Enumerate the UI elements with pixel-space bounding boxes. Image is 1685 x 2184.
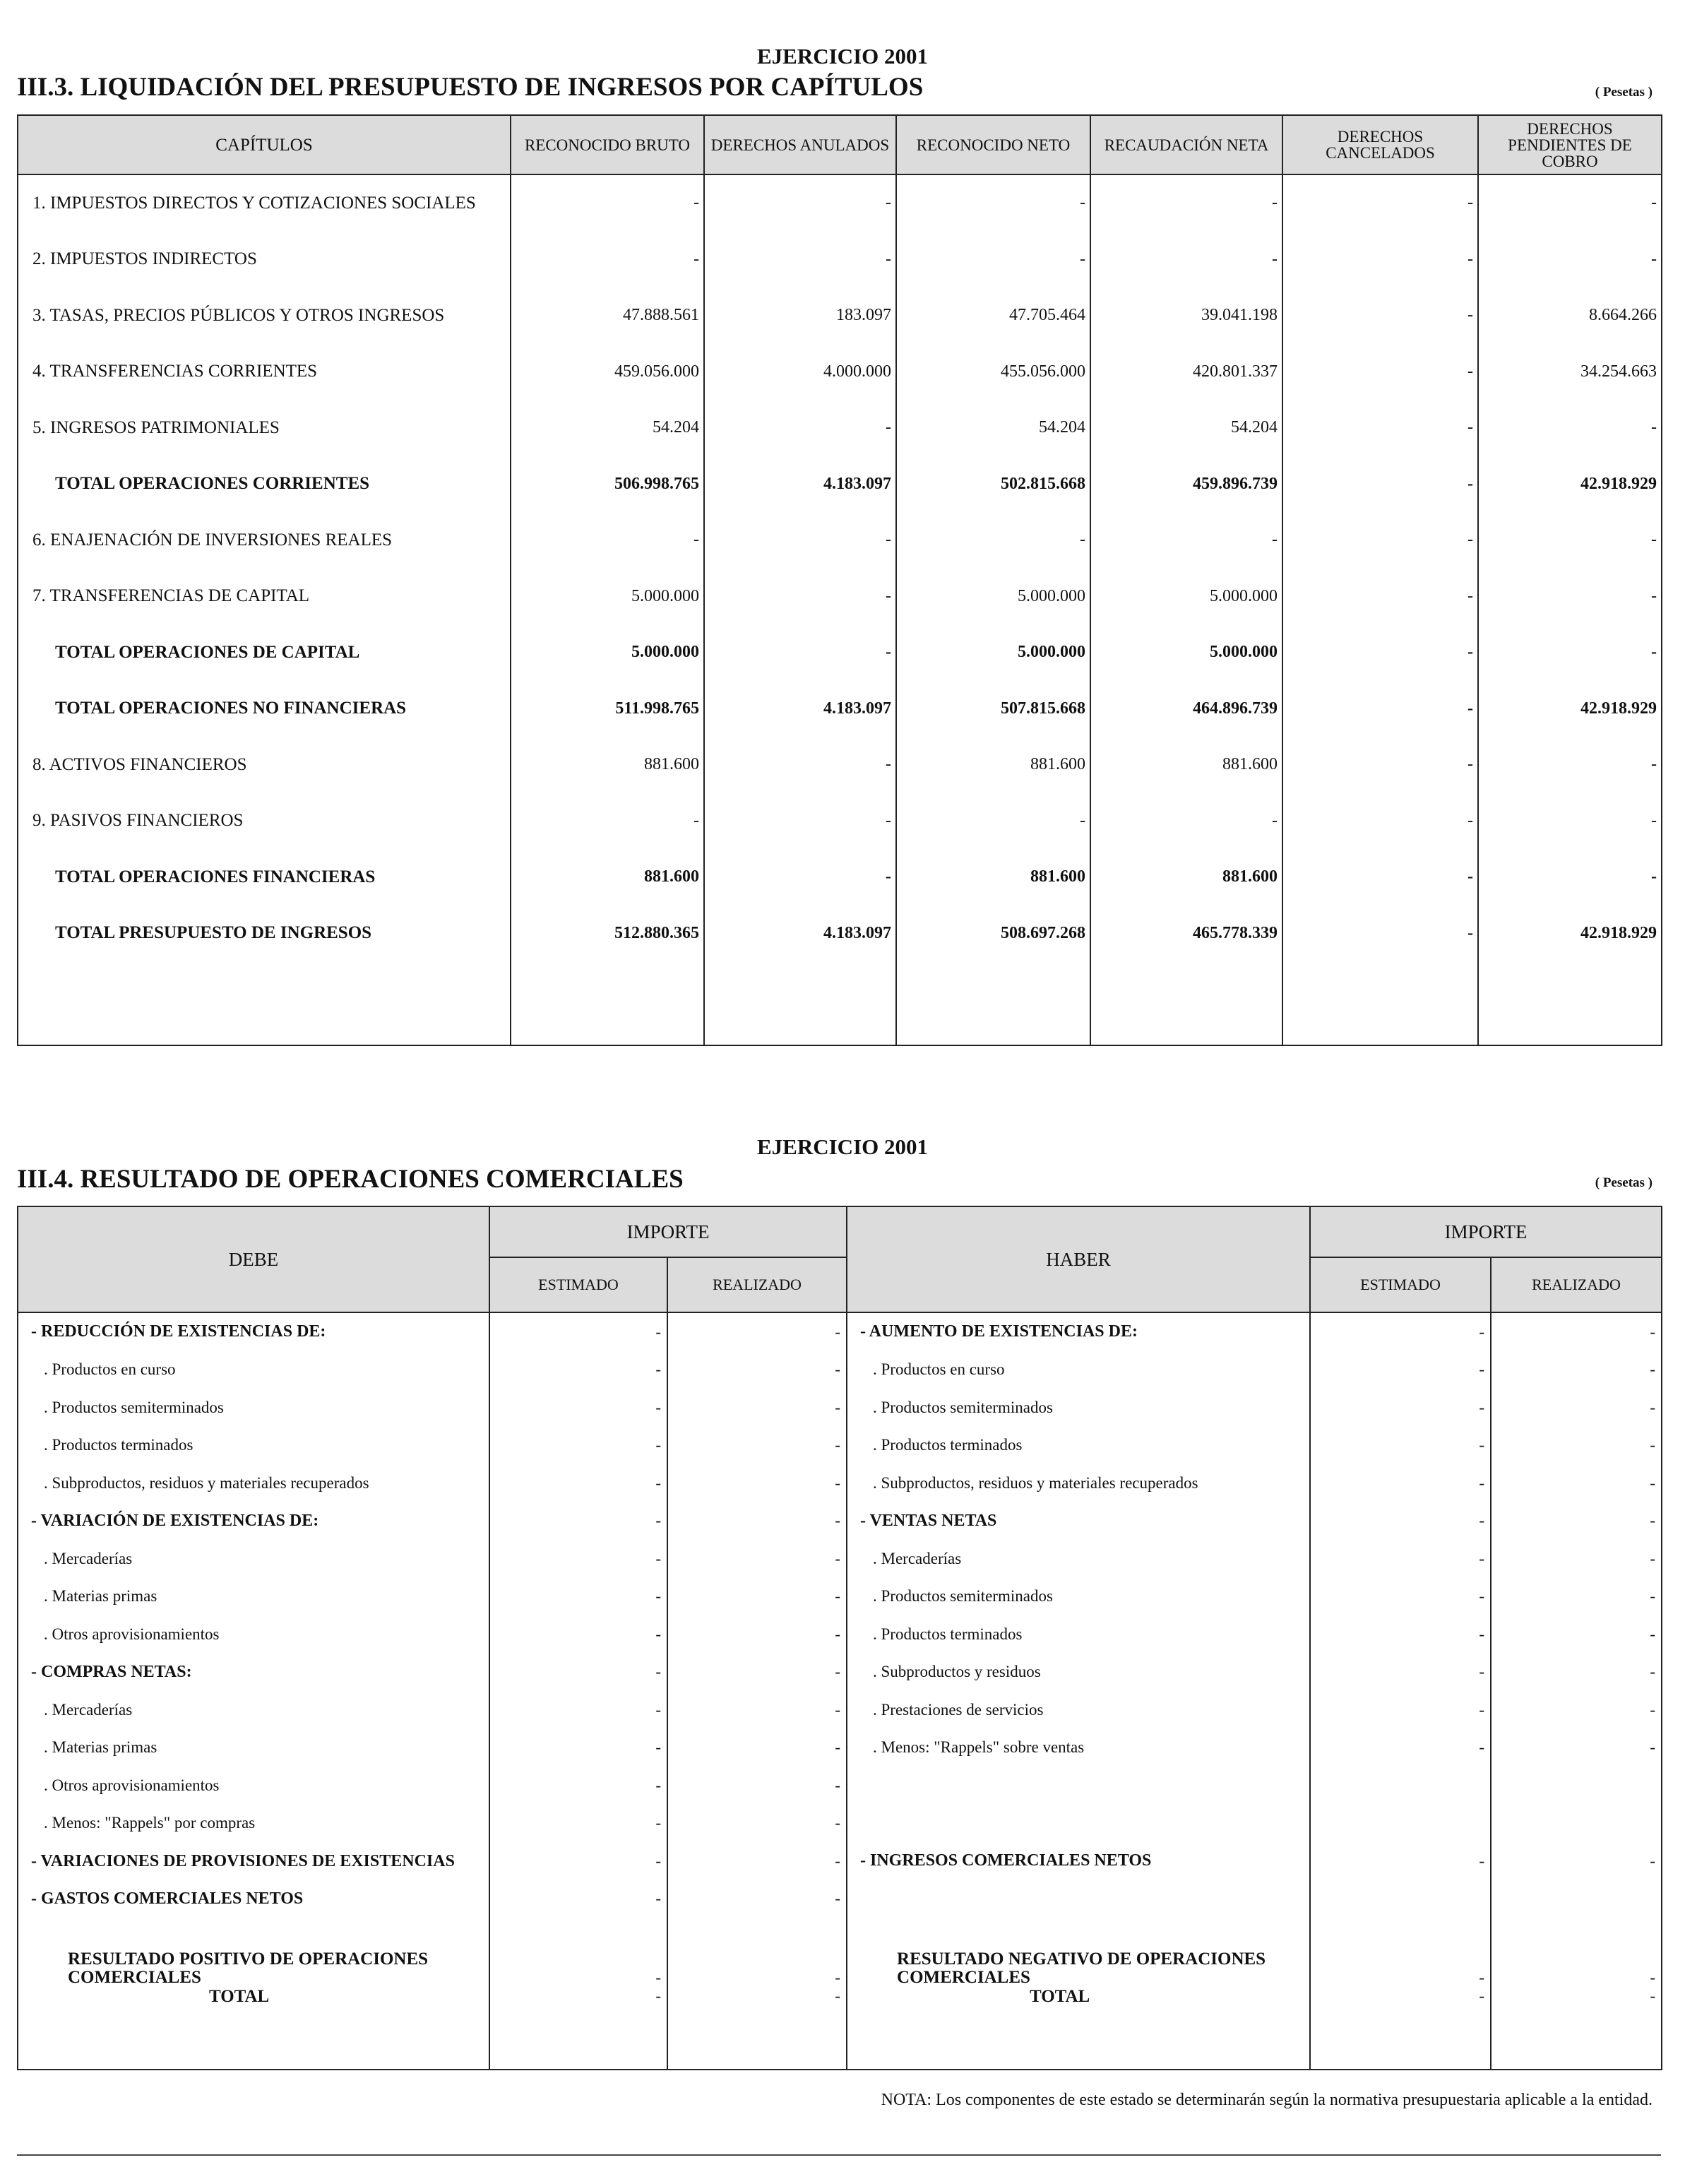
ingresos-cell: 881.600	[511, 849, 704, 906]
debe-estimado: -	[489, 1351, 667, 1389]
haber-realizado	[1491, 1767, 1662, 1805]
total-haber-realizado: -	[1491, 1987, 1662, 2025]
bottom-divider	[17, 2154, 1661, 2156]
ingresos-cell: 881.600	[1090, 849, 1282, 906]
ingresos-cell: -	[1282, 906, 1478, 962]
debe-realizado: -	[667, 1502, 847, 1541]
ingresos-cell: -	[1282, 793, 1478, 850]
haber-label: - INGRESOS COMERCIALES NETOS	[847, 1842, 1310, 1880]
ingresos-cell: 5.000.000	[896, 569, 1090, 625]
capitulo-label: 6. ENAJENACIÓN DE INVERSIONES REALES	[18, 512, 511, 569]
haber-estimado: -	[1310, 1578, 1491, 1616]
debe-estimado: -	[489, 1767, 667, 1805]
result-debe-realizado: -	[667, 1918, 847, 1987]
haber-realizado: -	[1491, 1464, 1662, 1502]
haber-estimado: -	[1310, 1615, 1491, 1654]
ingresos-cell: -	[1478, 174, 1662, 232]
ingresos-cell: 465.778.339	[1090, 906, 1282, 962]
haber-realizado: -	[1491, 1729, 1662, 1767]
ingresos-cell: 511.998.765	[511, 681, 704, 737]
debe-realizado: -	[667, 1578, 847, 1616]
section2-title: III.4. RESULTADO DE OPERACIONES COMERCIALES	[17, 1165, 684, 1194]
comercial-row	[18, 1805, 1662, 1843]
capitulo-label: 7. TRANSFERENCIAS DE CAPITAL	[18, 569, 511, 625]
haber-estimado: -	[1310, 1654, 1491, 1692]
ingresos-cell: -	[511, 174, 704, 232]
debe-label: . Subproductos, residuos y materiales recuperados	[18, 1464, 489, 1502]
total-debe-label: TOTAL	[18, 1987, 489, 2025]
ingresos-cell: 54.204	[896, 400, 1090, 456]
ingresos-cell: -	[704, 849, 896, 906]
debe-estimado: -	[489, 1540, 667, 1578]
ingresos-row	[18, 174, 1662, 232]
debe-label: . Materias primas	[18, 1729, 489, 1767]
ingresos-cell: -	[1282, 737, 1478, 793]
haber-label: . Subproductos, residuos y materiales recuperados	[847, 1464, 1310, 1502]
haber-estimado: -	[1310, 1502, 1491, 1541]
debe-estimado: -	[489, 1615, 667, 1654]
haber-estimado: -	[1310, 1351, 1491, 1389]
total-debe-realizado: -	[667, 1987, 847, 2025]
ingresos-row	[18, 793, 1662, 850]
debe-estimado: -	[489, 1805, 667, 1843]
haber-label: . Productos terminados	[847, 1427, 1310, 1465]
capitulo-label: 5. INGRESOS PATRIMONIALES	[18, 400, 511, 456]
haber-realizado: -	[1491, 1842, 1662, 1880]
debe-realizado: -	[667, 1691, 847, 1729]
ingresos-row	[18, 456, 1662, 513]
ingresos-cell: 47.888.561	[511, 287, 704, 344]
capitulo-label: 4. TRANSFERENCIAS CORRIENTES	[18, 344, 511, 400]
ingresos-cell: 42.918.929	[1478, 681, 1662, 737]
haber-label: . Menos: "Rappels" sobre ventas	[847, 1729, 1310, 1767]
debe-realizado: -	[667, 1312, 847, 1351]
debe-realizado: -	[667, 1615, 847, 1654]
capitulo-label: 1. IMPUESTOS DIRECTOS Y COTIZACIONES SOCIALES	[18, 174, 511, 232]
ingresos-cell: 881.600	[896, 849, 1090, 906]
col-header-recaudacion-neta: RECAUDACIÓN NETA	[1090, 115, 1282, 174]
debe-label: . Mercaderías	[18, 1540, 489, 1578]
ingresos-cell: 34.254.663	[1478, 344, 1662, 400]
debe-realizado: -	[667, 1464, 847, 1502]
comercial-row	[18, 1540, 1662, 1578]
ingresos-cell: 5.000.000	[511, 624, 704, 681]
haber-label: . Subproductos y residuos	[847, 1654, 1310, 1692]
debe-label: . Productos terminados	[18, 1427, 489, 1465]
ingresos-cell: -	[1090, 512, 1282, 569]
ingresos-cell: 508.697.268	[896, 906, 1090, 962]
col-header-haber: HABER	[847, 1206, 1310, 1312]
col-header-realizado-haber: REALIZADO	[1491, 1257, 1662, 1312]
haber-realizado: -	[1491, 1312, 1662, 1351]
haber-label	[847, 1767, 1310, 1805]
ingresos-cell: -	[1478, 400, 1662, 456]
ingresos-cell: -	[1282, 287, 1478, 344]
comercial-row	[18, 1578, 1662, 1616]
ingresos-cell: -	[1478, 512, 1662, 569]
ingresos-cell: 42.918.929	[1478, 906, 1662, 962]
debe-realizado: -	[667, 1654, 847, 1692]
comercial-row	[18, 1464, 1662, 1502]
ingresos-cell: -	[704, 624, 896, 681]
ingresos-cell: 5.000.000	[896, 624, 1090, 681]
ingresos-row	[18, 287, 1662, 344]
ingresos-cell: -	[896, 174, 1090, 232]
ingresos-cell: -	[1282, 456, 1478, 513]
comercial-row	[18, 1351, 1662, 1389]
section1-ejercicio: EJERCICIO 2001	[756, 44, 928, 69]
ingresos-cell: -	[1090, 793, 1282, 850]
debe-estimado: -	[489, 1654, 667, 1692]
ingresos-cell: -	[1090, 232, 1282, 288]
debe-label: . Mercaderías	[18, 1691, 489, 1729]
haber-estimado: -	[1310, 1464, 1491, 1502]
ingresos-cell: 183.097	[704, 287, 896, 344]
haber-estimado	[1310, 1767, 1491, 1805]
haber-label: . Productos en curso	[847, 1351, 1310, 1389]
ingresos-row	[18, 737, 1662, 793]
haber-realizado	[1491, 1805, 1662, 1843]
ingresos-cell: 502.815.668	[896, 456, 1090, 513]
debe-label: - GASTOS COMERCIALES NETOS	[18, 1880, 489, 1918]
ingresos-cell: -	[704, 737, 896, 793]
debe-estimado: -	[489, 1502, 667, 1541]
capitulo-label: TOTAL OPERACIONES DE CAPITAL	[18, 624, 511, 681]
debe-realizado: -	[667, 1767, 847, 1805]
comercial-row	[18, 1842, 1662, 1880]
debe-realizado: -	[667, 1427, 847, 1465]
ingresos-row	[18, 344, 1662, 400]
total-row	[18, 1987, 1662, 2025]
ingresos-row	[18, 232, 1662, 288]
comercial-row	[18, 1427, 1662, 1465]
operaciones-comerciales-table	[17, 1206, 1662, 2070]
haber-estimado	[1310, 1805, 1491, 1843]
nota-text: NOTA: Los componentes de este estado se determinarán según la normativa presupuestaria aplicable a la entidad.	[881, 2091, 1653, 2109]
section1-unit: ( Pesetas )	[1595, 85, 1653, 100]
haber-estimado: -	[1310, 1312, 1491, 1351]
debe-label: - COMPRAS NETAS:	[18, 1654, 489, 1692]
ingresos-cell: -	[1282, 681, 1478, 737]
ingresos-cell: -	[1090, 174, 1282, 232]
haber-label: - VENTAS NETAS	[847, 1502, 1310, 1541]
debe-estimado: -	[489, 1842, 667, 1880]
haber-estimado: -	[1310, 1842, 1491, 1880]
comercial-row	[18, 1615, 1662, 1654]
debe-realizado: -	[667, 1389, 847, 1427]
ingresos-cell: 5.000.000	[1090, 569, 1282, 625]
col-header-estimado-debe: ESTIMADO	[489, 1257, 667, 1312]
capitulo-label: 3. TASAS, PRECIOS PÚBLICOS Y OTROS INGRESOS	[18, 287, 511, 344]
ingresos-cell: -	[1282, 512, 1478, 569]
ingresos-cell: -	[511, 232, 704, 288]
haber-realizado	[1491, 1880, 1662, 1918]
comercial-row	[18, 1767, 1662, 1805]
haber-realizado: -	[1491, 1578, 1662, 1616]
result-row	[18, 1918, 1662, 1987]
debe-label: . Materias primas	[18, 1578, 489, 1616]
ingresos-row	[18, 569, 1662, 625]
ingresos-cell: -	[704, 512, 896, 569]
ingresos-row	[18, 906, 1662, 962]
ingresos-cell: 8.664.266	[1478, 287, 1662, 344]
capitulo-label: 9. PASIVOS FINANCIEROS	[18, 793, 511, 850]
debe-label: - REDUCCIÓN DE EXISTENCIAS DE:	[18, 1312, 489, 1351]
ingresos-cell: -	[704, 400, 896, 456]
debe-label: . Otros aprovisionamientos	[18, 1615, 489, 1654]
col-header-debe: DEBE	[18, 1206, 489, 1312]
ingresos-cell: -	[1282, 849, 1478, 906]
ingresos-cell: -	[1282, 174, 1478, 232]
ingresos-cell: 42.918.929	[1478, 456, 1662, 513]
ingresos-cell: 47.705.464	[896, 287, 1090, 344]
total-haber-estimado: -	[1310, 1987, 1491, 2025]
ingresos-cell: 507.815.668	[896, 681, 1090, 737]
haber-realizado: -	[1491, 1389, 1662, 1427]
haber-estimado: -	[1310, 1729, 1491, 1767]
debe-estimado: -	[489, 1578, 667, 1616]
ingresos-cell: -	[1282, 400, 1478, 456]
col-header-reconocido-neto: RECONOCIDO NETO	[896, 115, 1090, 174]
ingresos-table	[17, 114, 1662, 1046]
ingresos-cell: 464.896.739	[1090, 681, 1282, 737]
ingresos-cell: 4.183.097	[704, 456, 896, 513]
ingresos-row	[18, 624, 1662, 681]
comercial-row	[18, 1312, 1662, 1351]
haber-realizado: -	[1491, 1427, 1662, 1465]
debe-estimado: -	[489, 1691, 667, 1729]
debe-realizado: -	[667, 1805, 847, 1843]
ingresos-cell: 455.056.000	[896, 344, 1090, 400]
debe-estimado: -	[489, 1389, 667, 1427]
ingresos-cell: -	[511, 793, 704, 850]
debe-label: . Productos en curso	[18, 1351, 489, 1389]
section1-title: III.3. LIQUIDACIÓN DEL PRESUPUESTO DE INGRESOS POR CAPÍTULOS	[17, 73, 924, 102]
ingresos-cell: -	[1478, 793, 1662, 850]
ingresos-cell: -	[896, 793, 1090, 850]
col-header-derechos-pendientes: DERECHOS PENDIENTES DE COBRO	[1478, 115, 1662, 174]
comercial-row	[18, 1502, 1662, 1541]
col-header-derechos-cancelados: DERECHOS CANCELADOS	[1282, 115, 1478, 174]
ingresos-cell: -	[1478, 569, 1662, 625]
comercial-row	[18, 1389, 1662, 1427]
comercial-row	[18, 1654, 1662, 1692]
col-header-realizado-debe: REALIZADO	[667, 1257, 847, 1312]
ingresos-cell: 459.056.000	[511, 344, 704, 400]
ingresos-cell: -	[1478, 737, 1662, 793]
haber-label: . Mercaderías	[847, 1540, 1310, 1578]
haber-estimado: -	[1310, 1691, 1491, 1729]
debe-realizado: -	[667, 1880, 847, 1918]
capitulo-label: TOTAL PRESUPUESTO DE INGRESOS	[18, 906, 511, 962]
debe-estimado: -	[489, 1427, 667, 1465]
total-debe-estimado: -	[489, 1987, 667, 2025]
ingresos-cell: 39.041.198	[1090, 287, 1282, 344]
capitulo-label: TOTAL OPERACIONES NO FINANCIERAS	[18, 681, 511, 737]
section2-ejercicio: EJERCICIO 2001	[756, 1134, 928, 1159]
haber-label: . Productos terminados	[847, 1615, 1310, 1654]
ingresos-cell: -	[1478, 624, 1662, 681]
debe-realizado: -	[667, 1351, 847, 1389]
ingresos-cell: -	[1478, 849, 1662, 906]
haber-label	[847, 1805, 1310, 1843]
haber-realizado: -	[1491, 1654, 1662, 1692]
haber-realizado: -	[1491, 1351, 1662, 1389]
ingresos-cell: -	[1282, 569, 1478, 625]
debe-realizado: -	[667, 1729, 847, 1767]
capitulo-label: 2. IMPUESTOS INDIRECTOS	[18, 232, 511, 288]
result-haber-label: RESULTADO NEGATIVO DE OPERACIONES COMERCIALES	[847, 1918, 1310, 1987]
ingresos-cell: -	[896, 512, 1090, 569]
debe-estimado: -	[489, 1729, 667, 1767]
ingresos-cell: 5.000.000	[511, 569, 704, 625]
ingresos-cell: 881.600	[1090, 737, 1282, 793]
debe-realizado: -	[667, 1540, 847, 1578]
col-header-derechos-anulados: DERECHOS ANULADOS	[704, 115, 896, 174]
col-header-estimado-haber: ESTIMADO	[1310, 1257, 1491, 1312]
debe-estimado: -	[489, 1880, 667, 1918]
comercial-row	[18, 1729, 1662, 1767]
haber-estimado: -	[1310, 1427, 1491, 1465]
comercial-row	[18, 1880, 1662, 1918]
haber-label: - AUMENTO DE EXISTENCIAS DE:	[847, 1312, 1310, 1351]
ingresos-cell: -	[704, 232, 896, 288]
ingresos-cell: 5.000.000	[1090, 624, 1282, 681]
comercial-row	[18, 1691, 1662, 1729]
ingresos-cell: -	[1282, 232, 1478, 288]
ingresos-cell: -	[511, 512, 704, 569]
debe-label: . Menos: "Rappels" por compras	[18, 1805, 489, 1843]
haber-realizado: -	[1491, 1540, 1662, 1578]
result-haber-estimado: -	[1310, 1918, 1491, 1987]
debe-estimado: -	[489, 1312, 667, 1351]
col-header-importe-haber: IMPORTE	[1310, 1206, 1662, 1257]
haber-estimado	[1310, 1880, 1491, 1918]
ingresos-cell: 881.600	[896, 737, 1090, 793]
ingresos-cell: 54.204	[1090, 400, 1282, 456]
ingresos-row	[18, 400, 1662, 456]
ingresos-cell: -	[704, 793, 896, 850]
ingresos-row	[18, 512, 1662, 569]
col-header-importe-debe: IMPORTE	[489, 1206, 847, 1257]
debe-realizado: -	[667, 1842, 847, 1880]
col-header-reconocido-bruto: RECONOCIDO BRUTO	[511, 115, 704, 174]
ingresos-cell: 4.183.097	[704, 681, 896, 737]
ingresos-cell: -	[1282, 344, 1478, 400]
result-debe-label: RESULTADO POSITIVO DE OPERACIONES COMERCIALES	[18, 1918, 489, 1987]
col-header-capitulos: CAPÍTULOS	[18, 115, 511, 174]
ingresos-header-row	[18, 115, 1662, 174]
haber-label: . Productos semiterminados	[847, 1389, 1310, 1427]
ingresos-cell: -	[1282, 624, 1478, 681]
haber-label: . Prestaciones de servicios	[847, 1691, 1310, 1729]
haber-estimado: -	[1310, 1389, 1491, 1427]
ingresos-cell: 881.600	[511, 737, 704, 793]
ingresos-row	[18, 849, 1662, 906]
section2-unit: ( Pesetas )	[1595, 1175, 1653, 1190]
ingresos-cell: 54.204	[511, 400, 704, 456]
ingresos-cell: 459.896.739	[1090, 456, 1282, 513]
capitulo-label: TOTAL OPERACIONES FINANCIERAS	[18, 849, 511, 906]
ingresos-cell: 512.880.365	[511, 906, 704, 962]
ingresos-cell: -	[704, 569, 896, 625]
ingresos-cell: 506.998.765	[511, 456, 704, 513]
debe-estimado: -	[489, 1464, 667, 1502]
haber-realizado: -	[1491, 1691, 1662, 1729]
capitulo-label: TOTAL OPERACIONES CORRIENTES	[18, 456, 511, 513]
ingresos-row	[18, 681, 1662, 737]
haber-label: . Productos semiterminados	[847, 1578, 1310, 1616]
ingresos-cell: -	[1478, 232, 1662, 288]
haber-realizado: -	[1491, 1502, 1662, 1541]
haber-label	[847, 1880, 1310, 1918]
result-haber-realizado: -	[1491, 1918, 1662, 1987]
result-debe-estimado: -	[489, 1918, 667, 1987]
capitulo-label: 8. ACTIVOS FINANCIEROS	[18, 737, 511, 793]
ingresos-cell: 4.183.097	[704, 906, 896, 962]
debe-label: - VARIACIÓN DE EXISTENCIAS DE:	[18, 1502, 489, 1541]
ingresos-cell: 420.801.337	[1090, 344, 1282, 400]
total-haber-label: TOTAL	[847, 1987, 1310, 2025]
haber-estimado: -	[1310, 1540, 1491, 1578]
ingresos-cell: 4.000.000	[704, 344, 896, 400]
debe-label: - VARIACIONES DE PROVISIONES DE EXISTENCIAS	[18, 1842, 489, 1880]
haber-realizado: -	[1491, 1615, 1662, 1654]
ingresos-cell: -	[704, 174, 896, 232]
debe-label: . Otros aprovisionamientos	[18, 1767, 489, 1805]
ingresos-cell: -	[896, 232, 1090, 288]
debe-label: . Productos semiterminados	[18, 1389, 489, 1427]
